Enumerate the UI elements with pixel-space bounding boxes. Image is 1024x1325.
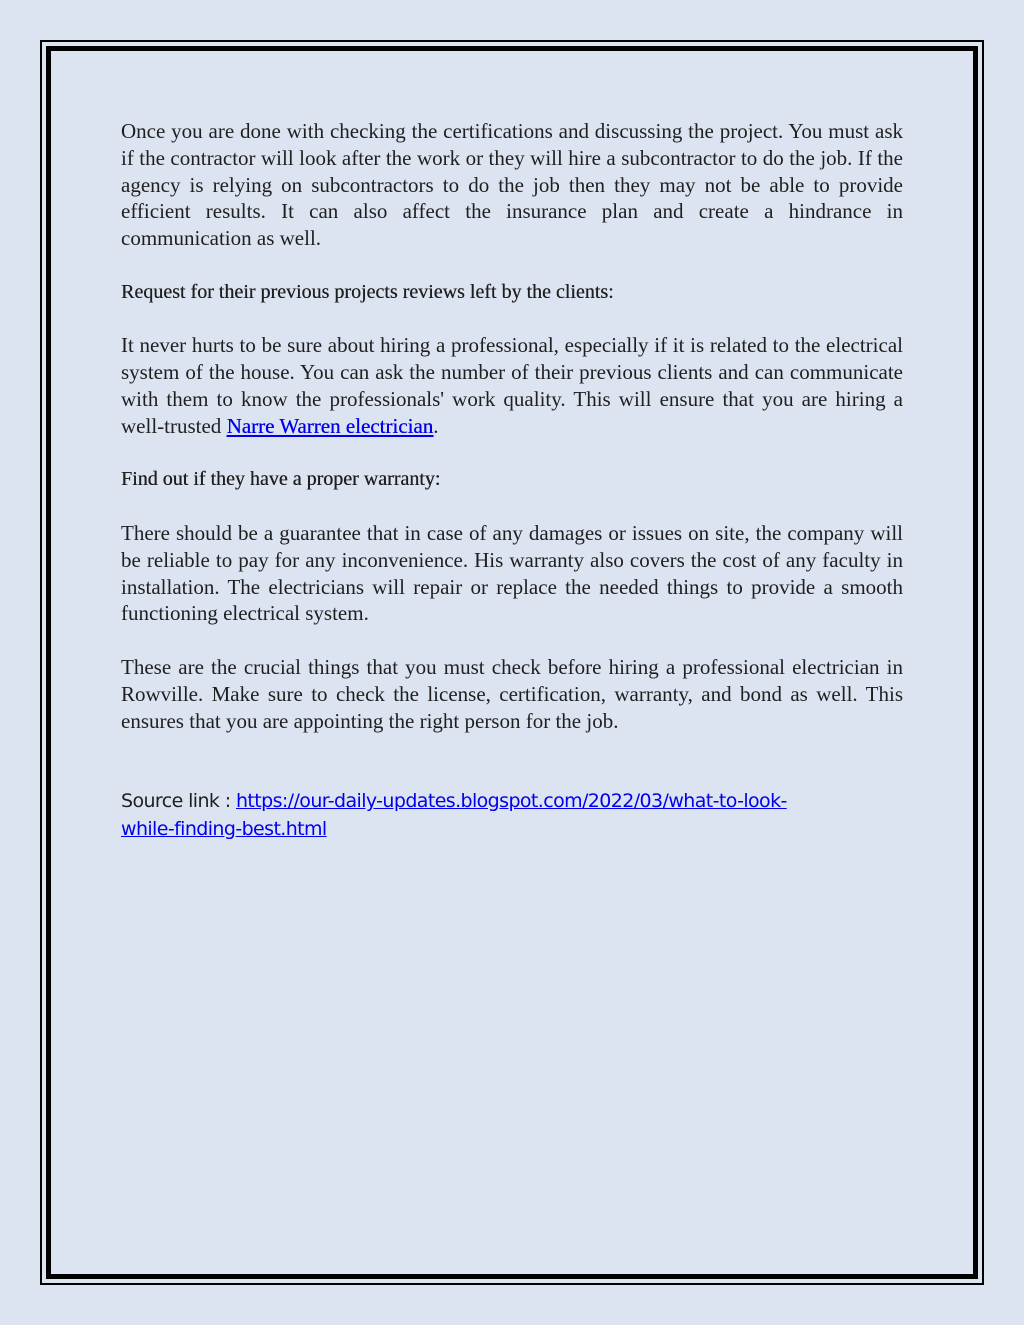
paragraph-warranty: There should be a guarantee that in case of any damages or issues on site, the company will be reliable to pay for any inconvenience. His warranty also covers the cost of any faculty in installation. The electricians will repair or replace the needed things to provide a smooth functioning electrical system. [121, 520, 903, 626]
source-label: Source link : [121, 790, 236, 813]
paragraph-reviews-text: It never hurts to be sure about hiring a professional, especially if it is related to the electrical system of the house. You can ask the number of their previous clients and can communicate with them to know the professionals' work quality. This will ensure that you are hiring a well-trusted [121, 333, 903, 438]
heading-warranty: Find out if they have a proper warranty: [121, 468, 441, 491]
source-line [121, 787, 903, 843]
source-url-line2: while-finding-best.html [121, 818, 327, 841]
document-body [121, 118, 903, 843]
paragraph-reviews-end: . [433, 413, 439, 438]
paragraph-reviews [121, 332, 903, 439]
paragraph-subcontractor: Once you are done with checking the certifications and discussing the project. You must ask if the contractor will look after the work or they will hire a subcontractor to do the job. If the agency is relying on subcontractors to do the job then they may not be able to provide efficient results. It can also affect the insurance plan and create a hindrance in communication as well. [121, 119, 903, 251]
narre-warren-electrician-link[interactable]: Narre Warren electrician [226, 413, 434, 438]
source-url-line1: https://our-daily-updates.blogspot.com/2022/03/what-to-look- [235, 790, 787, 813]
paragraph-conclusion: These are the crucial things that you must check before hiring a professional electrician in Rowville. Make sure to check the license, certification, warranty, and bond as well. This ensures that you are appointing the right person for the job. [121, 654, 903, 733]
heading-reviews: Request for their previous projects reviews left by the clients: [121, 280, 614, 303]
